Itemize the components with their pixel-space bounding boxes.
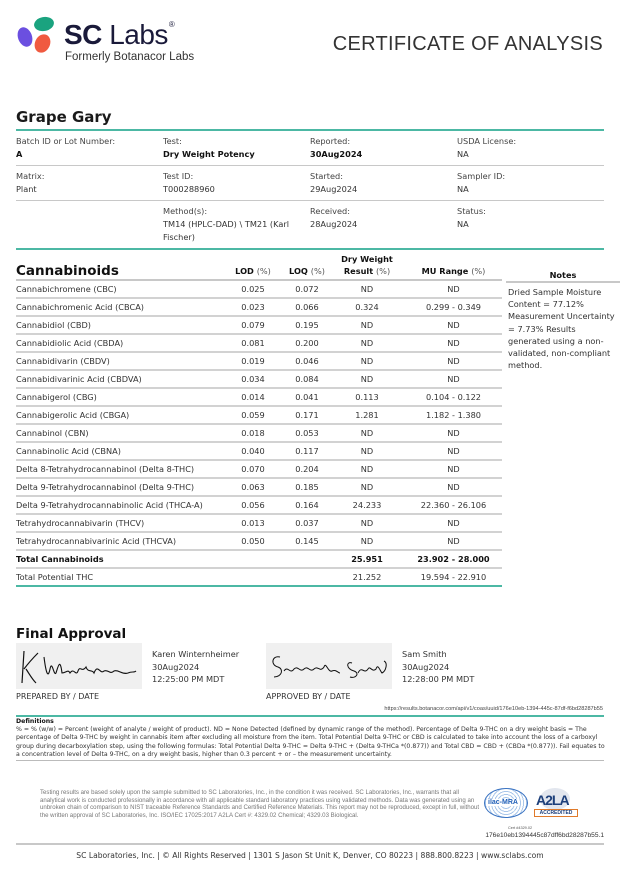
- result-value: ND: [329, 514, 405, 532]
- table-row: [16, 334, 502, 352]
- empty-cell: [285, 568, 329, 586]
- notes-text: Dried Sample Moisture Content = 77.12% Measurement Uncertainty = 7.73% Results generated using a non-validated, non-compliant method.: [508, 287, 615, 371]
- prepared-signature: [16, 643, 142, 689]
- cannabinoids-heading: Cannabinoids: [16, 263, 119, 279]
- col-lod: LOD (%): [235, 266, 271, 276]
- accreditation-badges: [484, 788, 604, 818]
- mu-range-value: 23.902 - 28.000: [405, 550, 502, 568]
- lod-value: 0.059: [221, 406, 285, 424]
- test-id-field: Test ID: T000288960: [163, 171, 215, 194]
- empty-field: [16, 201, 163, 248]
- empty-cell: [285, 550, 329, 568]
- result-value: 1.281: [329, 406, 405, 424]
- lod-value: 0.040: [221, 442, 285, 460]
- approved-by-time: 12:28:00 PM MDT: [402, 674, 475, 684]
- table-row: [16, 460, 502, 478]
- mu-range-value: 0.104 - 0.122: [405, 388, 502, 406]
- total-cannabinoids-row: [16, 550, 502, 568]
- result-value: 25.951: [329, 550, 405, 568]
- divider: [16, 760, 604, 761]
- definitions-text: % = % (w/w) = Percent (weight of analyte / weight of product). ND = None Detected (defined by dynamic range of the method). Percentage of Delta 9-THC on a dry weight basis = The percentage of Delta 9-THC by weight in cannabis item after excluding all moisture from the item. Total Potential Delta 9-THC or CBD is calculated to take into account the loss of a carboxyl group during decarboxylation step, using the following formulas: Total Potential Delta 9-THC = Delta 9-THC + (Delta 9-THCa *(0.877)) and Total CBD = CBD + (CBDa *(0.877)). Fail equates to a concentration level of Delta 9-THC, on a dry weight basis, higher than 0.3 percent + or – the measurement uncertainty.: [16, 726, 605, 758]
- lod-value: 0.025: [221, 280, 285, 298]
- document-hash: 176e10eb1394445c87dff6bd28287b55.1: [485, 832, 604, 839]
- analyte-name: Cannabidivarinic Acid (CBDVA): [16, 370, 221, 388]
- analyte-name: Cannabidiol (CBD): [16, 316, 221, 334]
- col-result: Dry Weight Result (%): [341, 254, 393, 276]
- logo-orange-blob-icon: [32, 32, 54, 56]
- loq-value: 0.200: [285, 334, 329, 352]
- total-potential-thc-row: [16, 568, 502, 586]
- notes-column: [506, 253, 620, 371]
- table-row: [16, 352, 502, 370]
- loq-value: 0.084: [285, 370, 329, 388]
- analyte-name: Cannabinol (CBN): [16, 424, 221, 442]
- table-row: [16, 424, 502, 442]
- analyte-name: Total Potential THC: [16, 568, 221, 586]
- table-row: [16, 406, 502, 424]
- cert-number: Cert #4329.02: [508, 826, 533, 830]
- analyte-name: Cannabichromene (CBC): [16, 280, 221, 298]
- result-value: ND: [329, 280, 405, 298]
- approved-by-name: Sam Smith: [402, 649, 447, 659]
- result-value: 24.233: [329, 496, 405, 514]
- table-row: [16, 280, 502, 298]
- definitions-section: [16, 718, 608, 759]
- mu-range-value: 0.299 - 0.349: [405, 298, 502, 316]
- col-loq: LOQ (%): [289, 266, 325, 276]
- mu-range-value: ND: [405, 334, 502, 352]
- methods-field: Method(s): TM14 (HPLC-DAD) \ TM21 (Karl Fischer): [163, 206, 289, 242]
- table-row: [16, 370, 502, 388]
- analyte-name: Cannabigerolic Acid (CBGA): [16, 406, 221, 424]
- result-value: ND: [329, 460, 405, 478]
- table-row: [16, 532, 502, 550]
- table-row: [16, 514, 502, 532]
- result-value: 0.324: [329, 298, 405, 316]
- sample-info-grid: [16, 129, 604, 250]
- loq-value: 0.171: [285, 406, 329, 424]
- result-value: ND: [329, 532, 405, 550]
- loq-value: 0.046: [285, 352, 329, 370]
- analyte-name: Cannabinolic Acid (CBNA): [16, 442, 221, 460]
- matrix-field: Matrix: Plant: [16, 171, 45, 194]
- batch-id-field: Batch ID or Lot Number: A: [16, 136, 116, 159]
- info-row: [16, 201, 604, 248]
- loq-value: 0.145: [285, 532, 329, 550]
- divider: [16, 843, 604, 845]
- loq-value: 0.164: [285, 496, 329, 514]
- table-row: [16, 478, 502, 496]
- result-value: ND: [329, 424, 405, 442]
- table-row: [16, 442, 502, 460]
- result-value: ND: [329, 478, 405, 496]
- mu-range-value: ND: [405, 280, 502, 298]
- a2la-accredited-logo-icon: A2LA ACCREDITED: [532, 788, 580, 818]
- analyte-name: Delta 8-Tetrahydrocannabinol (Delta 8-THC): [16, 460, 221, 478]
- loq-value: 0.117: [285, 442, 329, 460]
- analyte-name: Total Cannabinoids: [16, 550, 221, 568]
- mu-range-value: ND: [405, 442, 502, 460]
- table-row: [16, 388, 502, 406]
- lod-value: 0.050: [221, 532, 285, 550]
- signature-icon: [16, 643, 142, 689]
- info-row: [16, 131, 604, 166]
- mu-range-value: 22.360 - 26.106: [405, 496, 502, 514]
- result-value: 21.252: [329, 568, 405, 586]
- mu-range-value: ND: [405, 352, 502, 370]
- result-value: ND: [329, 352, 405, 370]
- mu-range-value: ND: [405, 478, 502, 496]
- lod-value: 0.070: [221, 460, 285, 478]
- lod-value: 0.063: [221, 478, 285, 496]
- lod-value: 0.079: [221, 316, 285, 334]
- definitions-heading: Definitions: [16, 718, 54, 725]
- result-value: 0.113: [329, 388, 405, 406]
- prepared-by-name: Karen Winternheimer: [152, 649, 240, 659]
- result-value: ND: [329, 316, 405, 334]
- result-value: ND: [329, 370, 405, 388]
- product-name: Grape Gary: [16, 108, 112, 126]
- notes-heading: Notes: [506, 253, 620, 283]
- loq-value: 0.204: [285, 460, 329, 478]
- col-mu-range: MU Range (%): [421, 266, 486, 276]
- logo-brand: SC Labs®: [64, 19, 175, 50]
- result-value: ND: [329, 442, 405, 460]
- cannabinoids-table: [16, 253, 502, 587]
- signature-icon: [266, 643, 392, 689]
- sc-labs-logo: [16, 17, 216, 67]
- logo-green-blob-icon: [33, 15, 55, 32]
- table-row: [16, 496, 502, 514]
- table-row: [16, 298, 502, 316]
- lod-value: 0.056: [221, 496, 285, 514]
- lod-value: 0.034: [221, 370, 285, 388]
- ilac-mra-logo-icon: ilac-MRA: [484, 788, 528, 818]
- analyte-name: Delta 9-Tetrahydrocannabinolic Acid (THCA-A): [16, 496, 221, 514]
- loq-value: 0.072: [285, 280, 329, 298]
- prepared-by-caption: PREPARED BY / DATE: [16, 692, 100, 701]
- mu-range-value: ND: [405, 370, 502, 388]
- logo-purple-blob-icon: [15, 25, 35, 49]
- loq-value: 0.066: [285, 298, 329, 316]
- loq-value: 0.053: [285, 424, 329, 442]
- empty-cell: [221, 550, 285, 568]
- footer-text: SC Laboratories, Inc. | © All Rights Reserved | 1301 S Jason St Unit K, Denver, CO 80223 | 888.800.8223 | www.sclabs.com: [76, 851, 544, 860]
- final-approval-heading: Final Approval: [16, 626, 127, 642]
- analyte-name: Cannabidiolic Acid (CBDA): [16, 334, 221, 352]
- mu-range-value: ND: [405, 532, 502, 550]
- document-title: CERTIFICATE OF ANALYSIS: [332, 33, 603, 55]
- cannabinoids-section: [16, 253, 615, 587]
- disclaimer-text: Testing results are based solely upon the sample submitted to SC Laboratories, Inc., in the condition it was received. SC Laboratories, Inc., warrants that all analytical work is conducted professionally in accordance with all applicable standard laboratory practices using validated methods. Data was generated using an unbroken chain of comparison to NIST traceable Reference Standards and Certified Reference Materials. This report may not be reproduced, except in full, without the written approval of SC Laboratories, Inc. ISO/IEC 17025:2017 A2LA Cert #: 4329.02 Chemical; 4329.03 Biological.: [40, 789, 480, 820]
- analyte-name: Cannabigerol (CBG): [16, 388, 221, 406]
- mu-range-value: ND: [405, 424, 502, 442]
- lod-value: 0.018: [221, 424, 285, 442]
- lod-value: 0.013: [221, 514, 285, 532]
- analyte-name: Tetrahydrocannabivarinic Acid (THCVA): [16, 532, 221, 550]
- analyte-name: Cannabidivarin (CBDV): [16, 352, 221, 370]
- started-field: Started: 29Aug2024: [310, 171, 358, 194]
- lod-value: 0.023: [221, 298, 285, 316]
- logo-subtitle: Formerly Botanacor Labs: [65, 51, 195, 63]
- mu-range-value: ND: [405, 316, 502, 334]
- loq-value: 0.037: [285, 514, 329, 532]
- received-field: Received: 28Aug2024: [310, 206, 358, 229]
- status-field: Status: NA: [457, 206, 486, 229]
- approved-by-caption: APPROVED BY / DATE: [266, 692, 351, 701]
- analyte-name: Delta 9-Tetrahydrocannabinol (Delta 9-THC): [16, 478, 221, 496]
- approved-signature: [266, 643, 392, 689]
- analyte-name: Tetrahydrocannabivarin (THCV): [16, 514, 221, 532]
- info-row: [16, 166, 604, 201]
- mu-range-value: 19.594 - 22.910: [405, 568, 502, 586]
- sampler-id-field: Sampler ID: NA: [457, 171, 506, 194]
- results-url-link[interactable]: https://results.botanacor.com/api/v1/coas/uuid/176e10eb-1394-445c-87df-f6bd28287b55: [384, 706, 603, 712]
- loq-value: 0.185: [285, 478, 329, 496]
- approved-by-date: 30Aug2024: [402, 661, 450, 672]
- lod-value: 0.019: [221, 352, 285, 370]
- reported-field: Reported: 30Aug2024: [310, 136, 363, 159]
- empty-cell: [221, 568, 285, 586]
- analyte-name: Cannabichromenic Acid (CBCA): [16, 298, 221, 316]
- lod-value: 0.014: [221, 388, 285, 406]
- usda-license-field: USDA License: NA: [457, 136, 517, 159]
- lod-value: 0.081: [221, 334, 285, 352]
- loq-value: 0.195: [285, 316, 329, 334]
- divider: [16, 715, 604, 717]
- prepared-by-time: 12:25:00 PM MDT: [152, 674, 225, 684]
- prepared-by-date: 30Aug2024: [152, 661, 200, 672]
- test-field: Test: Dry Weight Potency: [163, 136, 255, 159]
- approved-by-info: [402, 648, 474, 686]
- prepared-by-info: [152, 648, 239, 686]
- mu-range-value: 1.182 - 1.380: [405, 406, 502, 424]
- table-row: [16, 316, 502, 334]
- mu-range-value: ND: [405, 514, 502, 532]
- loq-value: 0.041: [285, 388, 329, 406]
- mu-range-value: ND: [405, 460, 502, 478]
- result-value: ND: [329, 334, 405, 352]
